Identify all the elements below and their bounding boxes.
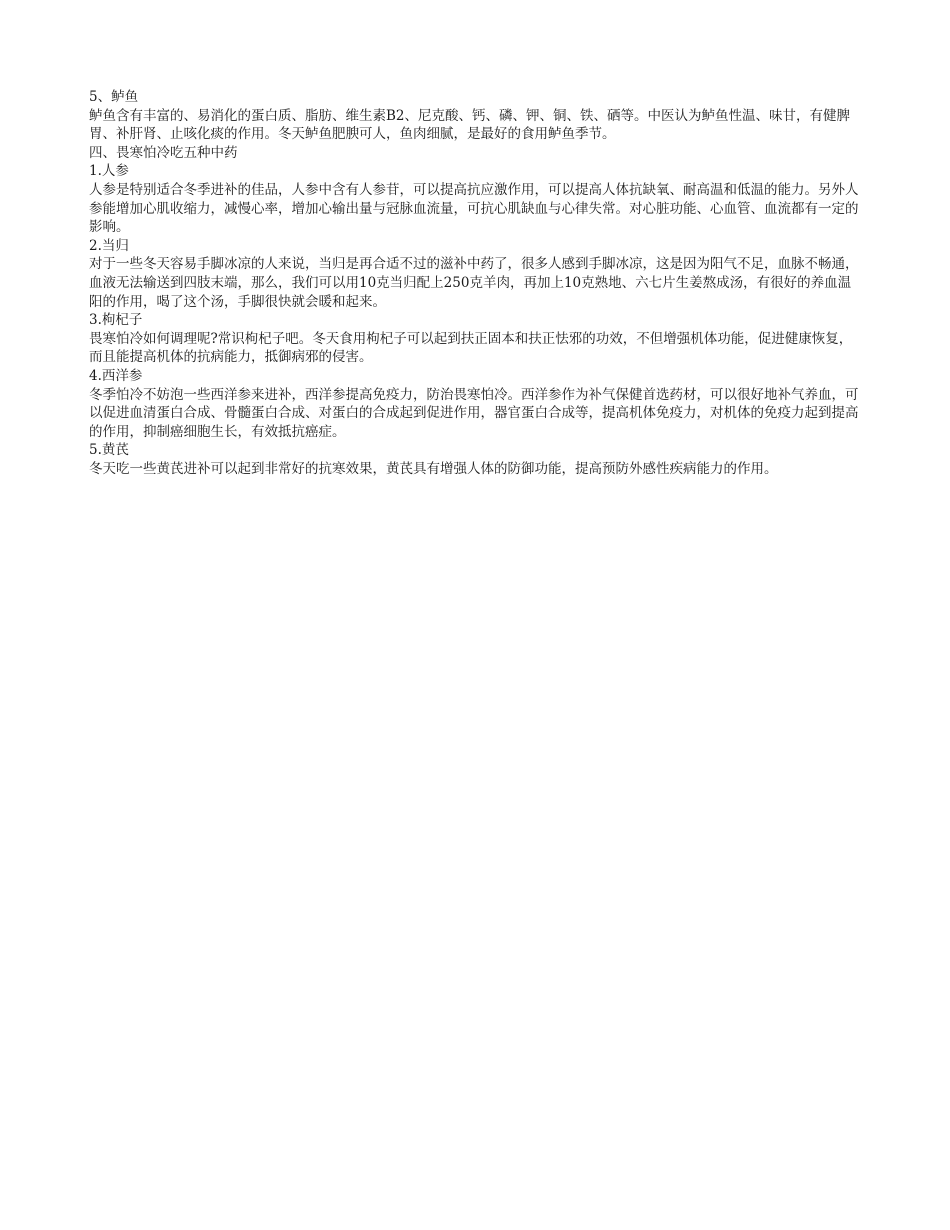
section-heading-five-herbs: 四、畏寒怕冷吃五种中药 <box>89 144 238 161</box>
paragraph-angelica: 对于一些冬天容易手脚冰凉的人来说，当归是再合适不过的滋补中药了，很多人感到手脚冰凉，这是因为阳气不足，血脉不畅通，血液无法输送到四肢末端，那么，我们可以用10克当归配上250克羊肉，再加上10克熟地、六七片生姜熬成汤，有很好的养血温阳的作用，喝了这个汤，手脚很快就会暖和起来。 <box>89 256 859 310</box>
paragraph-goji: 畏寒怕冷如何调理呢?常识枸杞子吧。冬天食用枸杞子可以起到扶正固本和扶正怯邪的功效，不但增强机体功能，促进健康恢复，而且能提高机体的抗病能力，抵御病邪的侵害。 <box>89 330 853 366</box>
paragraph-american-ginseng: 冬季怕冷不妨泡一些西洋参来进补，西洋参提高免疫力，防治畏寒怕冷。西洋参作为补气保健首选药材，可以很好地补气养血，可以促进血清蛋白合成、骨髓蛋白合成、对蛋白的合成起到促进作用，器官蛋白合成等，提高机体免疫力，对机体的免疫力起到提高的作用，抑制癌细胞生长，有效抵抗癌症。 <box>89 386 859 440</box>
document-page <box>89 88 864 478</box>
item-heading-angelica: 2.当归 <box>89 237 129 254</box>
section-heading-bass: 5、鲈鱼 <box>89 89 139 105</box>
paragraph-ginseng: 人参是特别适合冬季进补的佳品，人参中含有人参苷，可以提高抗应激作用，可以提高人体抗缺氧、耐高温和低温的能力。另外人参能增加心肌收缩力，减慢心率，增加心输出量与冠脉血流量，可抗心肌缺血与心律失常。对心脏功能、心血管、血流都有一定的影响。 <box>89 181 859 236</box>
item-heading-astragalus: 5.黄芪 <box>89 442 129 459</box>
item-heading-goji: 3.枸杞子 <box>89 312 143 329</box>
item-heading-ginseng: 1.人参 <box>89 163 129 180</box>
paragraph-astragalus: 冬天吃一些黄芪进补可以起到非常好的抗寒效果，黄芪具有增强人体的防御功能，提高预防外感性疾病能力的作用。 <box>89 460 778 477</box>
paragraph-bass: 鲈鱼含有丰富的、易消化的蛋白质、脂肪、维生素B2、尼克酸、钙、磷、钾、铜、铁、硒等。中医认为鲈鱼性温、味甘，有健脾胃、补肝肾、止咳化痰的作用。冬天鲈鱼肥腴可人，鱼肉细腻，是最好的食用鲈鱼季节。 <box>89 107 851 143</box>
item-heading-american-ginseng: 4.西洋参 <box>89 367 143 384</box>
